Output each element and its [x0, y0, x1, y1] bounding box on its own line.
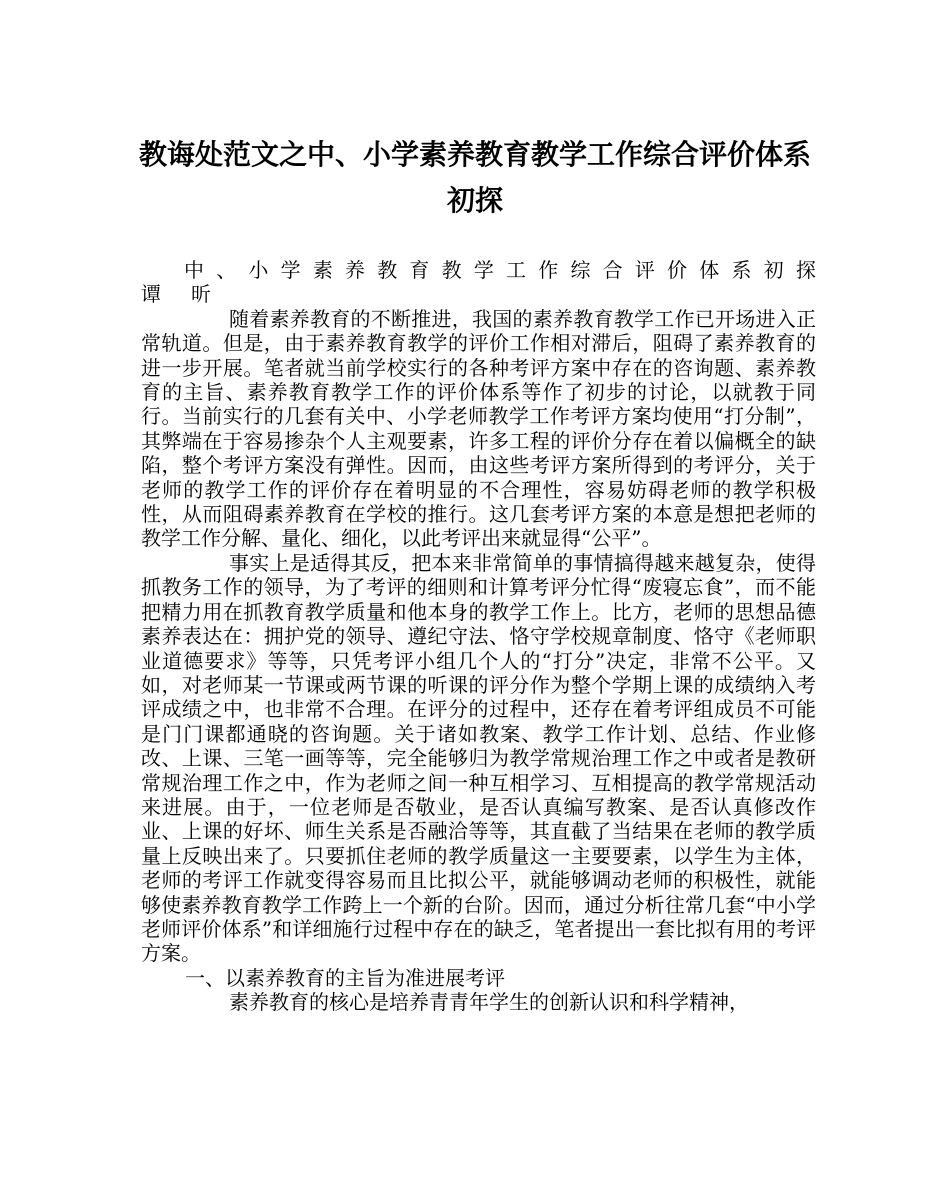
subtitle-char: 初 [763, 258, 784, 282]
subtitle-char: 学 [473, 258, 494, 282]
subtitle-char: 评 [634, 258, 655, 282]
document-title [120, 132, 830, 224]
subtitle-char: 系 [731, 258, 752, 282]
subtitle-char: 教 [441, 258, 462, 282]
title-line-2: 初探 [446, 184, 503, 217]
subtitle-char: 养 [345, 258, 366, 282]
title-line-1: 教诲处范文之中、小学素养教育教学工作综合评价体系 [138, 138, 811, 171]
paragraph-3: 素养教育的核心是培养青青年学生的创新认识和科学精神， [229, 990, 749, 1015]
author-line [141, 282, 211, 306]
subtitle-char: 学 [280, 258, 301, 282]
subtitle-char: 教 [377, 258, 398, 282]
author-name-first: 谭 [141, 282, 161, 307]
subtitle-char: 价 [667, 258, 688, 282]
subtitle [141, 258, 816, 282]
author-name-second: 昕 [191, 282, 211, 307]
subtitle-char: 合 [602, 258, 623, 282]
paragraph-2: 事实上是适得其反，把本来非常简单的事情搞得越来越复杂，使得抓教务工作的领导，为了考评的细则和计算考评分忙得“废寝忘食”，而不能把精力用在抓教育教学质量和他本身的教学工作上。比方，老师的思想品德素养表达在：拥护党的领导、遵纪守法、恪守学校规章制度、恪守《老师职业道德要求》等等，只凭考评小组几个人的“打分”决定，非常不公平。又如，对老师某一节课或两节课的听课的评分作为整个学期上课的成绩纳入考评成绩之中，也非常不合理。在评分的过程中，还存在着考评组成员不可能是门门课都通晓的咨询题。关于诸如教案、教学工作计划、总结、作业修改、上课、三笔一画等等，完全能够归为教学常规治理工作之中或者是教研常规治理工作之中，作为老师之间一种互相学习、互相提高的教学常规活动来进展。由于，一位老师是否敬业，是否认真编写教案、是否认真修改作业、上课的好坏、师生关系是否融洽等等，其直截了当结果在老师的教学质量上反映出来了。只要抓住老师的教学质量这一主要要素，以学生为主体，老师的考评工作就变得容易而且比拟公平，就能够调动老师的积极性，就能够使素养教育教学工作跨上一个新的台阶。因而，通过分析往常几套“中小学老师评价体系”和详细施行过程中存在的缺乏，笔者提出一套比拟有用的考评方案。 [141, 550, 816, 966]
subtitle-char: 体 [699, 258, 720, 282]
subtitle-char: 素 [312, 258, 333, 282]
subtitle-char: 、 [216, 258, 237, 282]
subtitle-char: 小 [248, 258, 269, 282]
subtitle-char: 综 [570, 258, 591, 282]
subtitle-char: 探 [795, 258, 816, 282]
subtitle-char: 中 [184, 258, 204, 282]
section-heading: 一、以素养教育的主旨为准进展考评 [185, 965, 505, 990]
paragraph-1: 随着素养教育的不断推进，我国的素养教育教学工作已开场进入正常轨道。但是，由于素养教育教学的评价工作相对滞后，阻碍了素养教育的进一步开展。笔者就当前学校实行的各种考评方案中存在的咨询题、素养教育的主旨、素养教育教学工作的评价体系等作了初步的讨论，以就教于同行。当前实行的几套有关中、小学老师教学工作考评方案均使用“打分制”，其弊端在于容易掺杂个人主观要素，许多工程的评价分存在着以偏概全的缺陷，整个考评方案没有弹性。因而，由这些考评方案所得到的考评分，关于老师的教学工作的评价存在着明显的不合理性，容易妨碍老师的教学积极性，从而阻碍素养教育在学校的推行。这几套考评方案的本意是想把老师的教学工作分解、量化、细化，以此考评出来就显得“公平”。 [141, 306, 816, 551]
subtitle-char: 育 [409, 258, 430, 282]
subtitle-char: 作 [538, 258, 559, 282]
subtitle-char: 工 [506, 258, 527, 282]
document-body [141, 258, 816, 1015]
